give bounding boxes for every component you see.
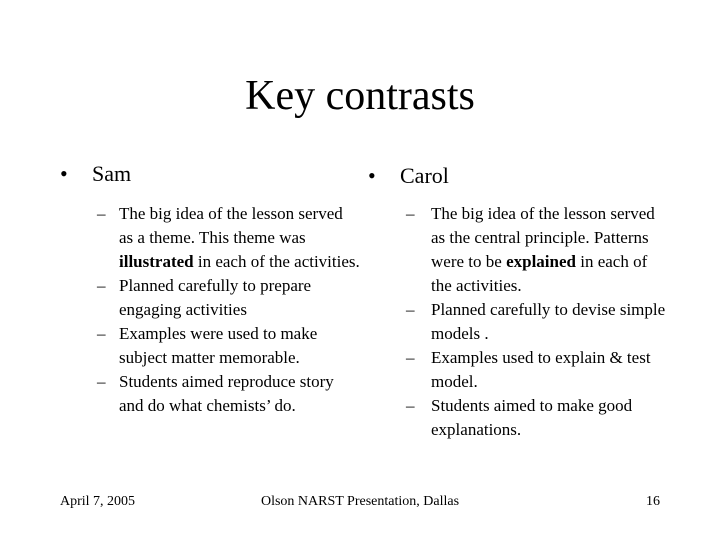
sub-point	[60, 322, 360, 370]
bullet-icon: •	[368, 163, 376, 188]
dash-icon: –	[97, 204, 106, 223]
sub-point	[60, 202, 360, 274]
bullet-carol	[368, 162, 668, 190]
footer-date: April 7, 2005	[60, 494, 136, 509]
sub-point	[368, 202, 668, 298]
emphasis-text: illustrated	[119, 252, 194, 271]
sub-point	[60, 274, 360, 322]
dash-icon: –	[97, 372, 106, 391]
sub-point-text: Examples used to explain & test model.	[431, 348, 651, 391]
right-subpoints	[368, 202, 668, 442]
sub-point-text: Planned carefully to devise simple models .	[431, 300, 666, 343]
bullet-label: Sam	[92, 161, 132, 186]
footer-presentation: Olson NARST Presentation, Dallas	[260, 494, 460, 509]
sub-point-text: The big idea of the lesson served as a theme. This theme was	[119, 204, 343, 247]
dash-icon: –	[97, 276, 106, 295]
bullet-icon: •	[60, 161, 68, 186]
right-column	[368, 160, 668, 442]
left-subpoints	[60, 202, 360, 418]
dash-icon: –	[406, 300, 415, 319]
sub-point	[368, 298, 668, 346]
sub-point-text: The big idea of the lesson served as the central principle. Patterns were to be	[431, 204, 655, 271]
sub-point	[60, 370, 360, 418]
sub-point-text: Students aimed to make good explanations.	[431, 396, 633, 439]
sub-point-text: Examples were used to make subject matter memorable.	[119, 324, 318, 367]
dash-icon: –	[406, 348, 415, 367]
sub-point-text: in each of the activities.	[431, 252, 648, 295]
dash-icon: –	[97, 324, 106, 343]
dash-icon: –	[406, 204, 415, 223]
emphasis-text: explained	[506, 252, 576, 271]
sub-point-text: Planned carefully to prepare engaging activities	[119, 276, 312, 319]
bullet-label: Carol	[400, 163, 449, 188]
left-column	[60, 160, 360, 418]
dash-icon: –	[406, 396, 415, 415]
bullet-sam	[60, 160, 360, 188]
slide-title: Key contrasts	[245, 73, 475, 119]
page-number: 16	[646, 494, 660, 509]
sub-point-text: in each of the activities.	[193, 252, 360, 271]
sub-point	[368, 394, 668, 442]
sub-point	[368, 346, 668, 394]
sub-point-text: Students aimed reproduce story and do what chemists’ do.	[119, 372, 334, 415]
